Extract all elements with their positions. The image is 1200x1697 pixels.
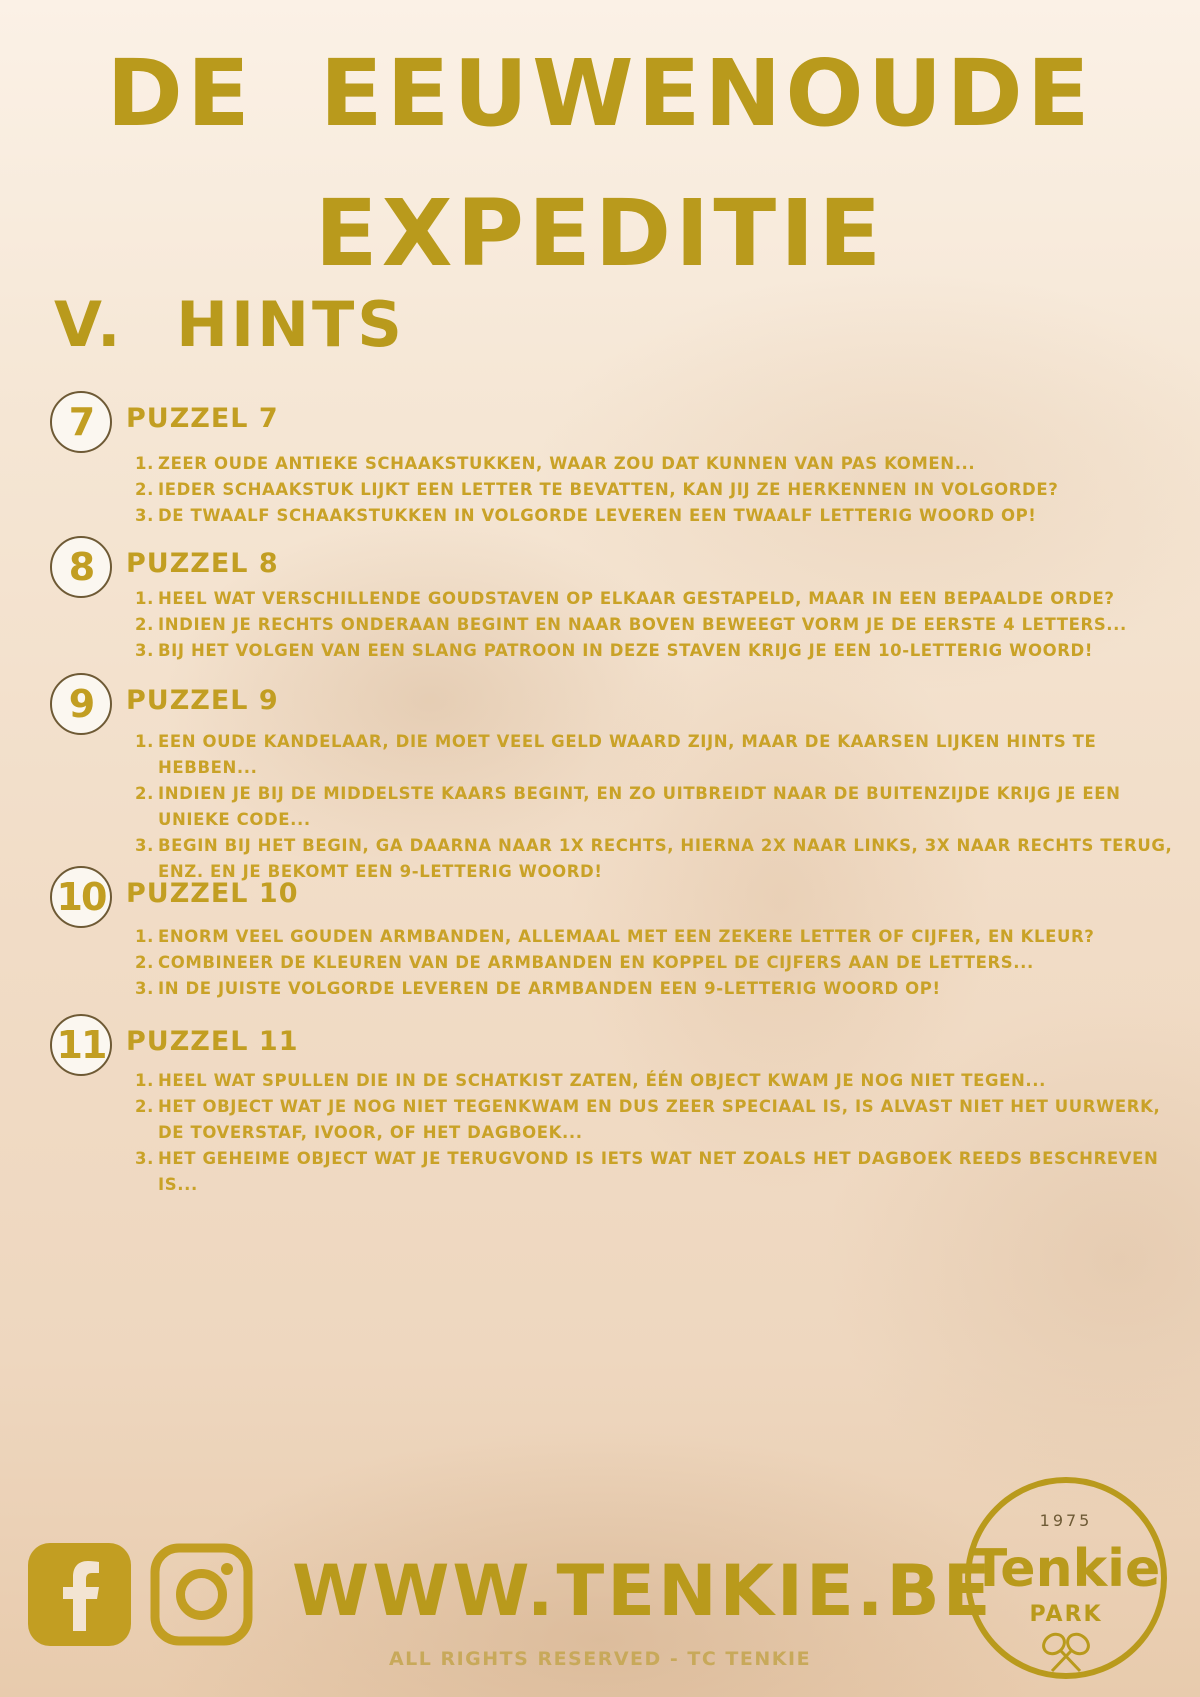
hint-text: IN DE JUISTE VOLGORDE LEVEREN DE ARMBANDEN EEN 9-LETTERIG WOORD OP! [158,979,941,998]
hint-item [132,612,1192,638]
hint-text: INDIEN JE RECHTS ONDERAAN BEGINT EN NAAR BOVEN BEWEEGT VORM JE DE EERSTE 4 LETTERS... [158,615,1127,634]
hint-text: INDIEN JE BIJ DE MIDDELSTE KAARS BEGINT, EN ZO UITBREIDT NAAR DE BUITENZIJDE KRIJG JE EEN UNIEKE CODE... [158,784,1121,829]
website-url[interactable]: WWW.TENKIE.BE [292,1550,994,1632]
tenkie-park-logo [958,1468,1174,1684]
hint-list [132,586,1192,664]
hint-list [132,451,1192,529]
hint-number: 1. [135,589,154,608]
facebook-icon[interactable] [28,1543,131,1646]
hint-text: BIJ HET VOLGEN VAN EEN SLANG PATROON IN DEZE STAVEN KRIJG JE EEN 10-LETTERIG WOORD! [158,641,1093,660]
hint-number: 3. [135,641,154,660]
hint-item [132,451,1192,477]
hint-item [132,638,1192,664]
hint-item [132,1068,1192,1094]
hint-text: HET GEHEIME OBJECT WAT JE TERUGVOND IS IETS WAT NET ZOALS HET DAGBOEK REEDS BESCHREVEN IS... [158,1149,1159,1194]
hint-item [132,729,1192,781]
hint-number: 2. [135,1097,154,1116]
hint-item [132,924,1192,950]
hint-list [132,924,1192,1002]
puzzle-title: PUZZEL 7 [126,403,279,434]
hint-text: ENORM VEEL GOUDEN ARMBANDEN, ALLEMAAL MET EEN ZEKERE LETTER OF CIJFER, EN KLEUR? [158,927,1095,946]
logo-sub: PARK [1029,1602,1103,1627]
hint-item [132,503,1192,529]
puzzle-title: PUZZEL 11 [126,1026,299,1057]
hint-text: BEGIN BIJ HET BEGIN, GA DAARNA NAAR 1X RECHTS, HIERNA 2X NAAR LINKS, 3X NAAR RECHTS TERUG, ENZ. EN JE BEKOMT EEN 9-LETTERIG WOORD! [158,836,1173,881]
hint-item [132,1094,1192,1146]
hint-number: 3. [135,836,154,855]
hint-item [132,976,1192,1002]
hint-text: EEN OUDE KANDELAAR, DIE MOET VEEL GELD WAARD ZIJN, MAAR DE KAARSEN LIJKEN HINTS TE HEBBEN... [158,732,1097,777]
hint-number: 3. [135,1149,154,1168]
hint-item [132,1146,1192,1198]
puzzle-number-badge: 10 [50,866,112,928]
hint-item [132,477,1192,503]
hint-number: 2. [135,953,154,972]
hint-text: COMBINEER DE KLEUREN VAN DE ARMBANDEN EN KOPPEL DE CIJFERS AAN DE LETTERS... [158,953,1034,972]
hint-number: 2. [135,480,154,499]
hint-list [132,729,1192,885]
hint-text: IEDER SCHAAKSTUK LIJKT EEN LETTER TE BEVATTEN, KAN JIJ ZE HERKENNEN IN VOLGORDE? [158,480,1059,499]
hint-list [132,1068,1192,1198]
hint-number: 1. [135,454,154,473]
puzzle-number-badge: 11 [50,1014,112,1076]
hint-text: HEEL WAT SPULLEN DIE IN DE SCHATKIST ZATEN, ÉÉN OBJECT KWAM JE NOG NIET TEGEN... [158,1071,1047,1090]
hint-item [132,781,1192,833]
hint-item [132,950,1192,976]
puzzle-number-badge: 8 [50,536,112,598]
logo-year: 1975 [1039,1511,1093,1530]
title-line-1: DE EEUWENOUDE [106,40,1094,147]
hint-text: ZEER OUDE ANTIEKE SCHAAKSTUKKEN, WAAR ZOU DAT KUNNEN VAN PAS KOMEN... [158,454,976,473]
hint-number: 1. [135,732,154,751]
hint-text: HET OBJECT WAT JE NOG NIET TEGENKWAM EN DUS ZEER SPECIAAL IS, IS ALVAST NIET HET UURWERK, DE TOVERSTAF, IVOOR, OF HET DAGBOEK... [158,1097,1161,1142]
hint-number: 3. [135,506,154,525]
title-line-2: EXPEDITIE [314,180,886,287]
hint-number: 1. [135,927,154,946]
puzzle-title: PUZZEL 10 [126,878,299,909]
puzzle-title: PUZZEL 8 [126,548,279,579]
section-heading: V. HINTS [54,288,405,361]
hint-number: 2. [135,615,154,634]
hint-number: 1. [135,1071,154,1090]
puzzle-title: PUZZEL 9 [126,685,279,716]
hint-number: 3. [135,979,154,998]
logo-name: Tenkie [971,1539,1161,1599]
puzzle-number-badge: 7 [50,391,112,453]
hint-text: HEEL WAT VERSCHILLENDE GOUDSTAVEN OP ELKAAR GESTAPELD, MAAR IN EEN BEPAALDE ORDE? [158,589,1115,608]
instagram-icon[interactable] [150,1543,253,1646]
hint-item [132,586,1192,612]
hint-number: 2. [135,784,154,803]
copyright-notice: ALL RIGHTS RESERVED - TC TENKIE [388,1648,812,1670]
crossed-rackets-icon [1040,1630,1092,1671]
puzzle-number-badge: 9 [50,673,112,735]
hint-text: DE TWAALF SCHAAKSTUKKEN IN VOLGORDE LEVEREN EEN TWAALF LETTERIG WOORD OP! [158,506,1037,525]
